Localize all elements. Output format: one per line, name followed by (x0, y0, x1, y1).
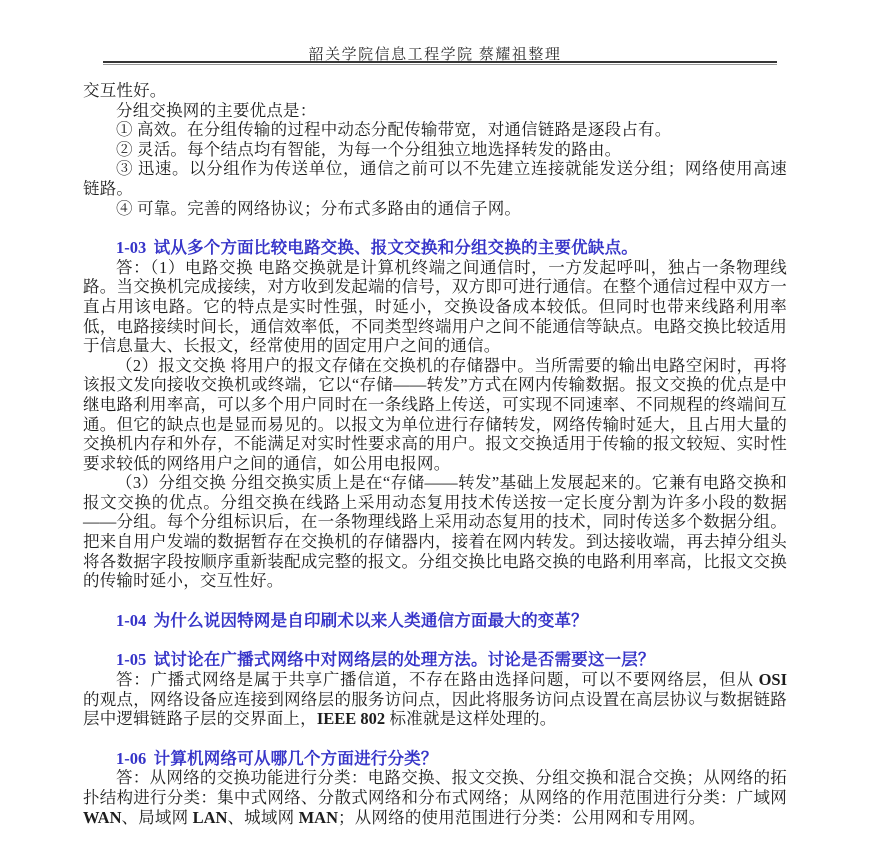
list-item-3-speed: ③ 迅速。以分组作为传送单位，通信之前可以不先建立连接就能发送分组；网络使用高速链路。 (83, 159, 787, 198)
term-man: MAN (298, 807, 339, 827)
term-ieee-802: IEEE 802 (316, 709, 386, 729)
question-heading-1-04 (83, 611, 787, 631)
answer-text-run: 答：广播式网络是属于共享广播信道，不存在路由选择问题，可以不要网络层，但从 (116, 670, 759, 690)
list-item-1-efficiency: ① 高效。在分组传输的过程中动态分配传输带宽，对通信链路是逐段占有。 (116, 120, 672, 140)
answer-text-run: 的观点，网络设备应连接到网络层的服务访问点，因此将服务访问点设置在高层协议与数据链路层中逻辑链路子层的交界面上， (83, 689, 787, 729)
question-title: 试讨论在广播式网络中对网络层的处理方法。讨论是否需要这一层？ (153, 650, 655, 670)
document-body (83, 81, 787, 827)
answer-text-run: 答：从网络的交换功能进行分类：电路交换、报文交换、分组交换和混合交换；从网络的拓扑结构进行分类：集中式网络、分散式网络和分布式网络；从网络的作用范围进行分类：广域网 (83, 768, 787, 807)
question-title: 试从多个方面比较电路交换、报文交换和分组交换的主要优缺点。 (153, 238, 638, 258)
answer-1-05 (83, 670, 787, 729)
answer-1-03-message-switching: （2）报文交换 将用户的报文存储在交换机的存储器中。当所需要的输出电路空闲时，再将该报文发向接收交换机或终端，它以“存储——转发”方式在网内传输数据。报文交换的优点是中继电路利用率高，可以多个用户同时在一条线路上传送，可实现不同速率、不同规程的终端间互通。但它的缺点也是显而易见的。以报文为单位进行存储转发，网络传输时延大，且占用大量的交换机内存和外存，不能满足对实时性要求高的用户。报文交换适用于传输的报文较短、实时性要求较低的网络用户之间的通信，如公用电报网。 (83, 355, 787, 473)
question-number: 1-06 (116, 748, 147, 768)
answer-1-03-circuit-switching: 答：（1）电路交换 电路交换就是计算机终端之间通信时，一方发起呼叫，独占一条物理线路。当交换机完成接续，对方收到发起端的信号，双方即可进行通信。在整个通信过程中双方一直占用该电路。它的特点是实时性强，时延小，交换设备成本较低。但同时也带来线路利用率低，电路接续时间长，通信效率低，不同类型终端用户之间不能通信等缺点。电路交换比较适用于信息量大、长报文，经常使用的固定用户之间的通信。 (83, 257, 787, 356)
answer-1-03-packet-switching: （3）分组交换 分组交换实质上是在“存储——转发”基础上发展起来的。它兼有电路交换和报文交换的优点。分组交换在线路上采用动态复用技术传送按一定长度分割为许多小段的数据——分组。每个分组标识后，在一条物理线路上采用动态复用的技术，同时传送多个数据分组。把来自用户发端的数据暂存在交换机的存储器内，接着在网内转发。到达接收端，再去掉分组头将各数据字段按顺序重新装配成完整的报文。分组交换比电路交换的电路利用率高，比报文交换的传输时延小，交互性好。 (83, 473, 787, 591)
question-number: 1-05 (116, 650, 147, 670)
answer-text-run: 、城域网 (227, 807, 299, 827)
question-heading-1-05 (83, 650, 787, 670)
question-number: 1-03 (116, 238, 147, 258)
paragraph-advantages-lead: 分组交换网的主要优点是： (116, 100, 317, 120)
page-header-title: 韶关学院信息工程学院 蔡耀祖整理 (308, 47, 562, 63)
header-divider-line (103, 61, 777, 65)
answer-1-06 (83, 768, 787, 827)
paragraph-carryover: 交互性好。 (83, 81, 167, 100)
term-lan: LAN (192, 807, 228, 827)
question-title: 计算机网络可从哪几个方面进行分类？ (153, 748, 438, 768)
question-title: 为什么说因特网是自印刷术以来人类通信方面最大的变革？ (153, 610, 588, 630)
question-number: 1-04 (116, 610, 147, 630)
list-item-2-flexibility: ② 灵活。每个结点均有智能，为每一个分组独立地选择转发的路由。 (116, 139, 622, 159)
term-wan: WAN (83, 807, 122, 827)
answer-text-run: ；从网络的使用范围进行分类：公用网和专用网。 (338, 807, 706, 827)
term-osi: OSI (758, 670, 787, 690)
question-heading-1-03 (83, 238, 787, 258)
answer-text-run: 标准就是这样处理的。 (385, 709, 557, 729)
answer-text-run: 、局域网 (121, 807, 193, 827)
list-item-4-reliability: ④ 可靠。完善的网络协议；分布式多路由的通信子网。 (116, 198, 522, 218)
question-heading-1-06 (83, 749, 787, 769)
